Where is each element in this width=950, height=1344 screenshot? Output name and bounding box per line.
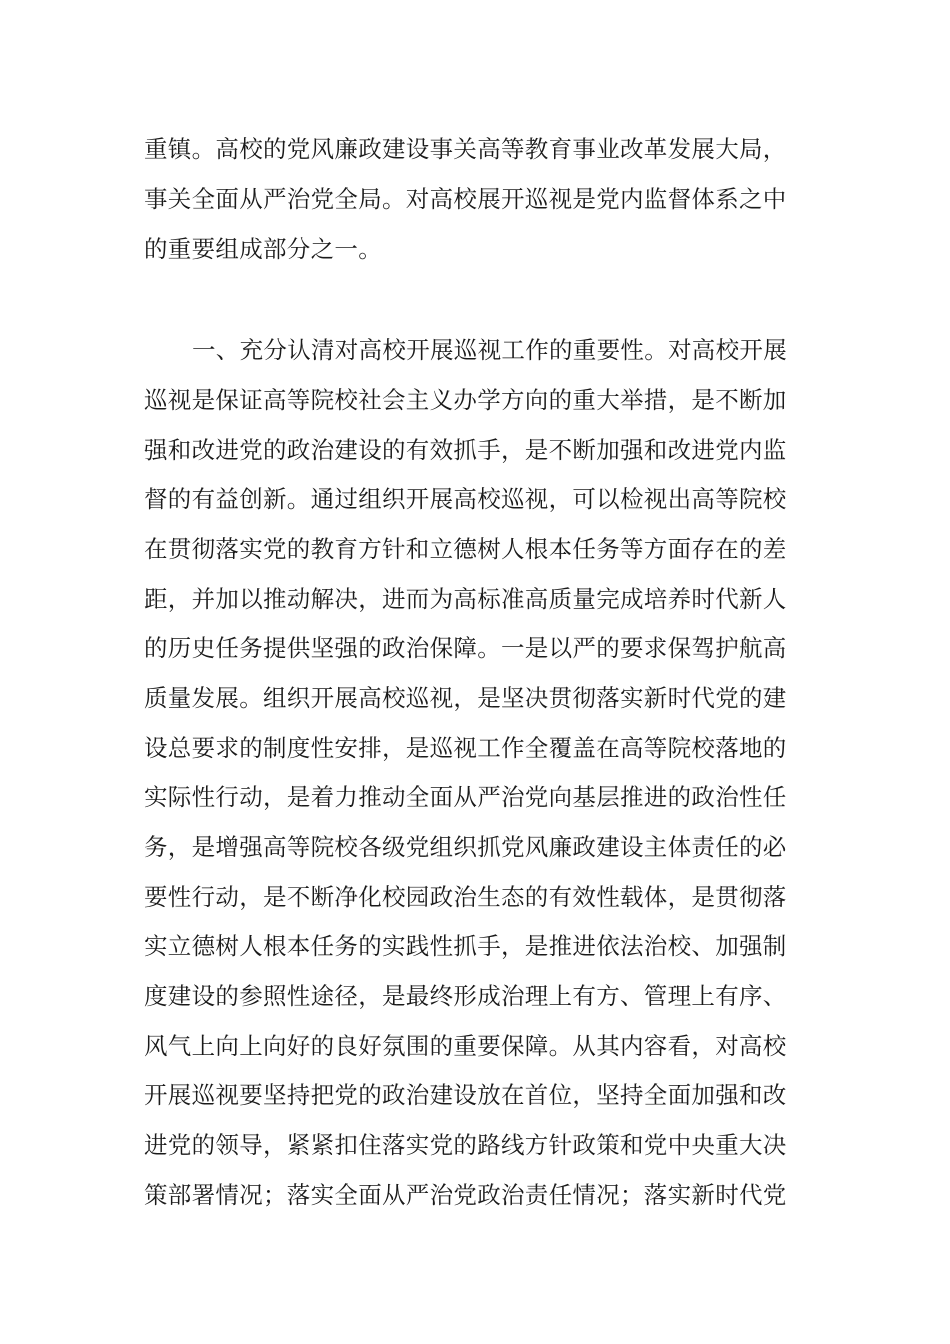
intro-line-3: 的重要组成部分之一。 [144,235,382,263]
section1-heading-line: 一、充分认清对高校开展巡视工作的重要性。对高校开展 [192,336,787,364]
section1-line-6: 距，并加以推动解决，进而为高标准高质量完成培养时代新人 [144,585,787,613]
section1-line-5: 在贯彻落实党的教育方针和立德树人根本任务等方面存在的差 [144,535,787,563]
section1-line-8: 质量发展。组织开展高校巡视，是坚决贯彻落实新时代党的建 [144,684,787,712]
section1-line-13: 实立德树人根本任务的实践性抓手，是推进依法治校、加强制 [144,932,787,960]
section1-line-15: 风气上向上向好的良好氛围的重要保障。从其内容看，对高校 [144,1032,787,1060]
section1-line-12: 要性行动，是不断净化校园政治生态的有效性载体，是贯彻落 [144,883,787,911]
section1-line-3: 强和改进党的政治建设的有效抓手，是不断加强和改进党内监 [144,436,787,464]
intro-line-1: 重镇。高校的党风廉政建设事关高等教育事业改革发展大局， [144,135,787,163]
section1-line-14: 度建设的参照性途径，是最终形成治理上有方、管理上有序、 [144,982,787,1010]
section1-line-7: 的历史任务提供坚强的政治保障。一是以严的要求保驾护航高 [144,634,787,662]
intro-line-2: 事关全面从严治党全局。对高校展开巡视是党内监督体系之中 [144,185,787,213]
section1-line-18: 策部署情况；落实全面从严治党政治责任情况；落实新时代党 [144,1181,787,1209]
section1-line-11: 务，是增强高等院校各级党组织抓党风廉政建设主体责任的必 [144,833,787,861]
section1-line-10: 实际性行动，是着力推动全面从严治党向基层推进的政治性任 [144,783,787,811]
section1-line-17: 进党的领导，紧紧扣住落实党的路线方针政策和党中央重大决 [144,1131,787,1159]
section1-line-4: 督的有益创新。通过组织开展高校巡视，可以检视出高等院校 [144,485,787,513]
section1-line-16: 开展巡视要坚持把党的政治建设放在首位，坚持全面加强和改 [144,1081,787,1109]
section1-line-2: 巡视是保证高等院校社会主义办学方向的重大举措，是不断加 [144,386,787,414]
section1-line-9: 设总要求的制度性安排，是巡视工作全覆盖在高等院校落地的 [144,734,787,762]
